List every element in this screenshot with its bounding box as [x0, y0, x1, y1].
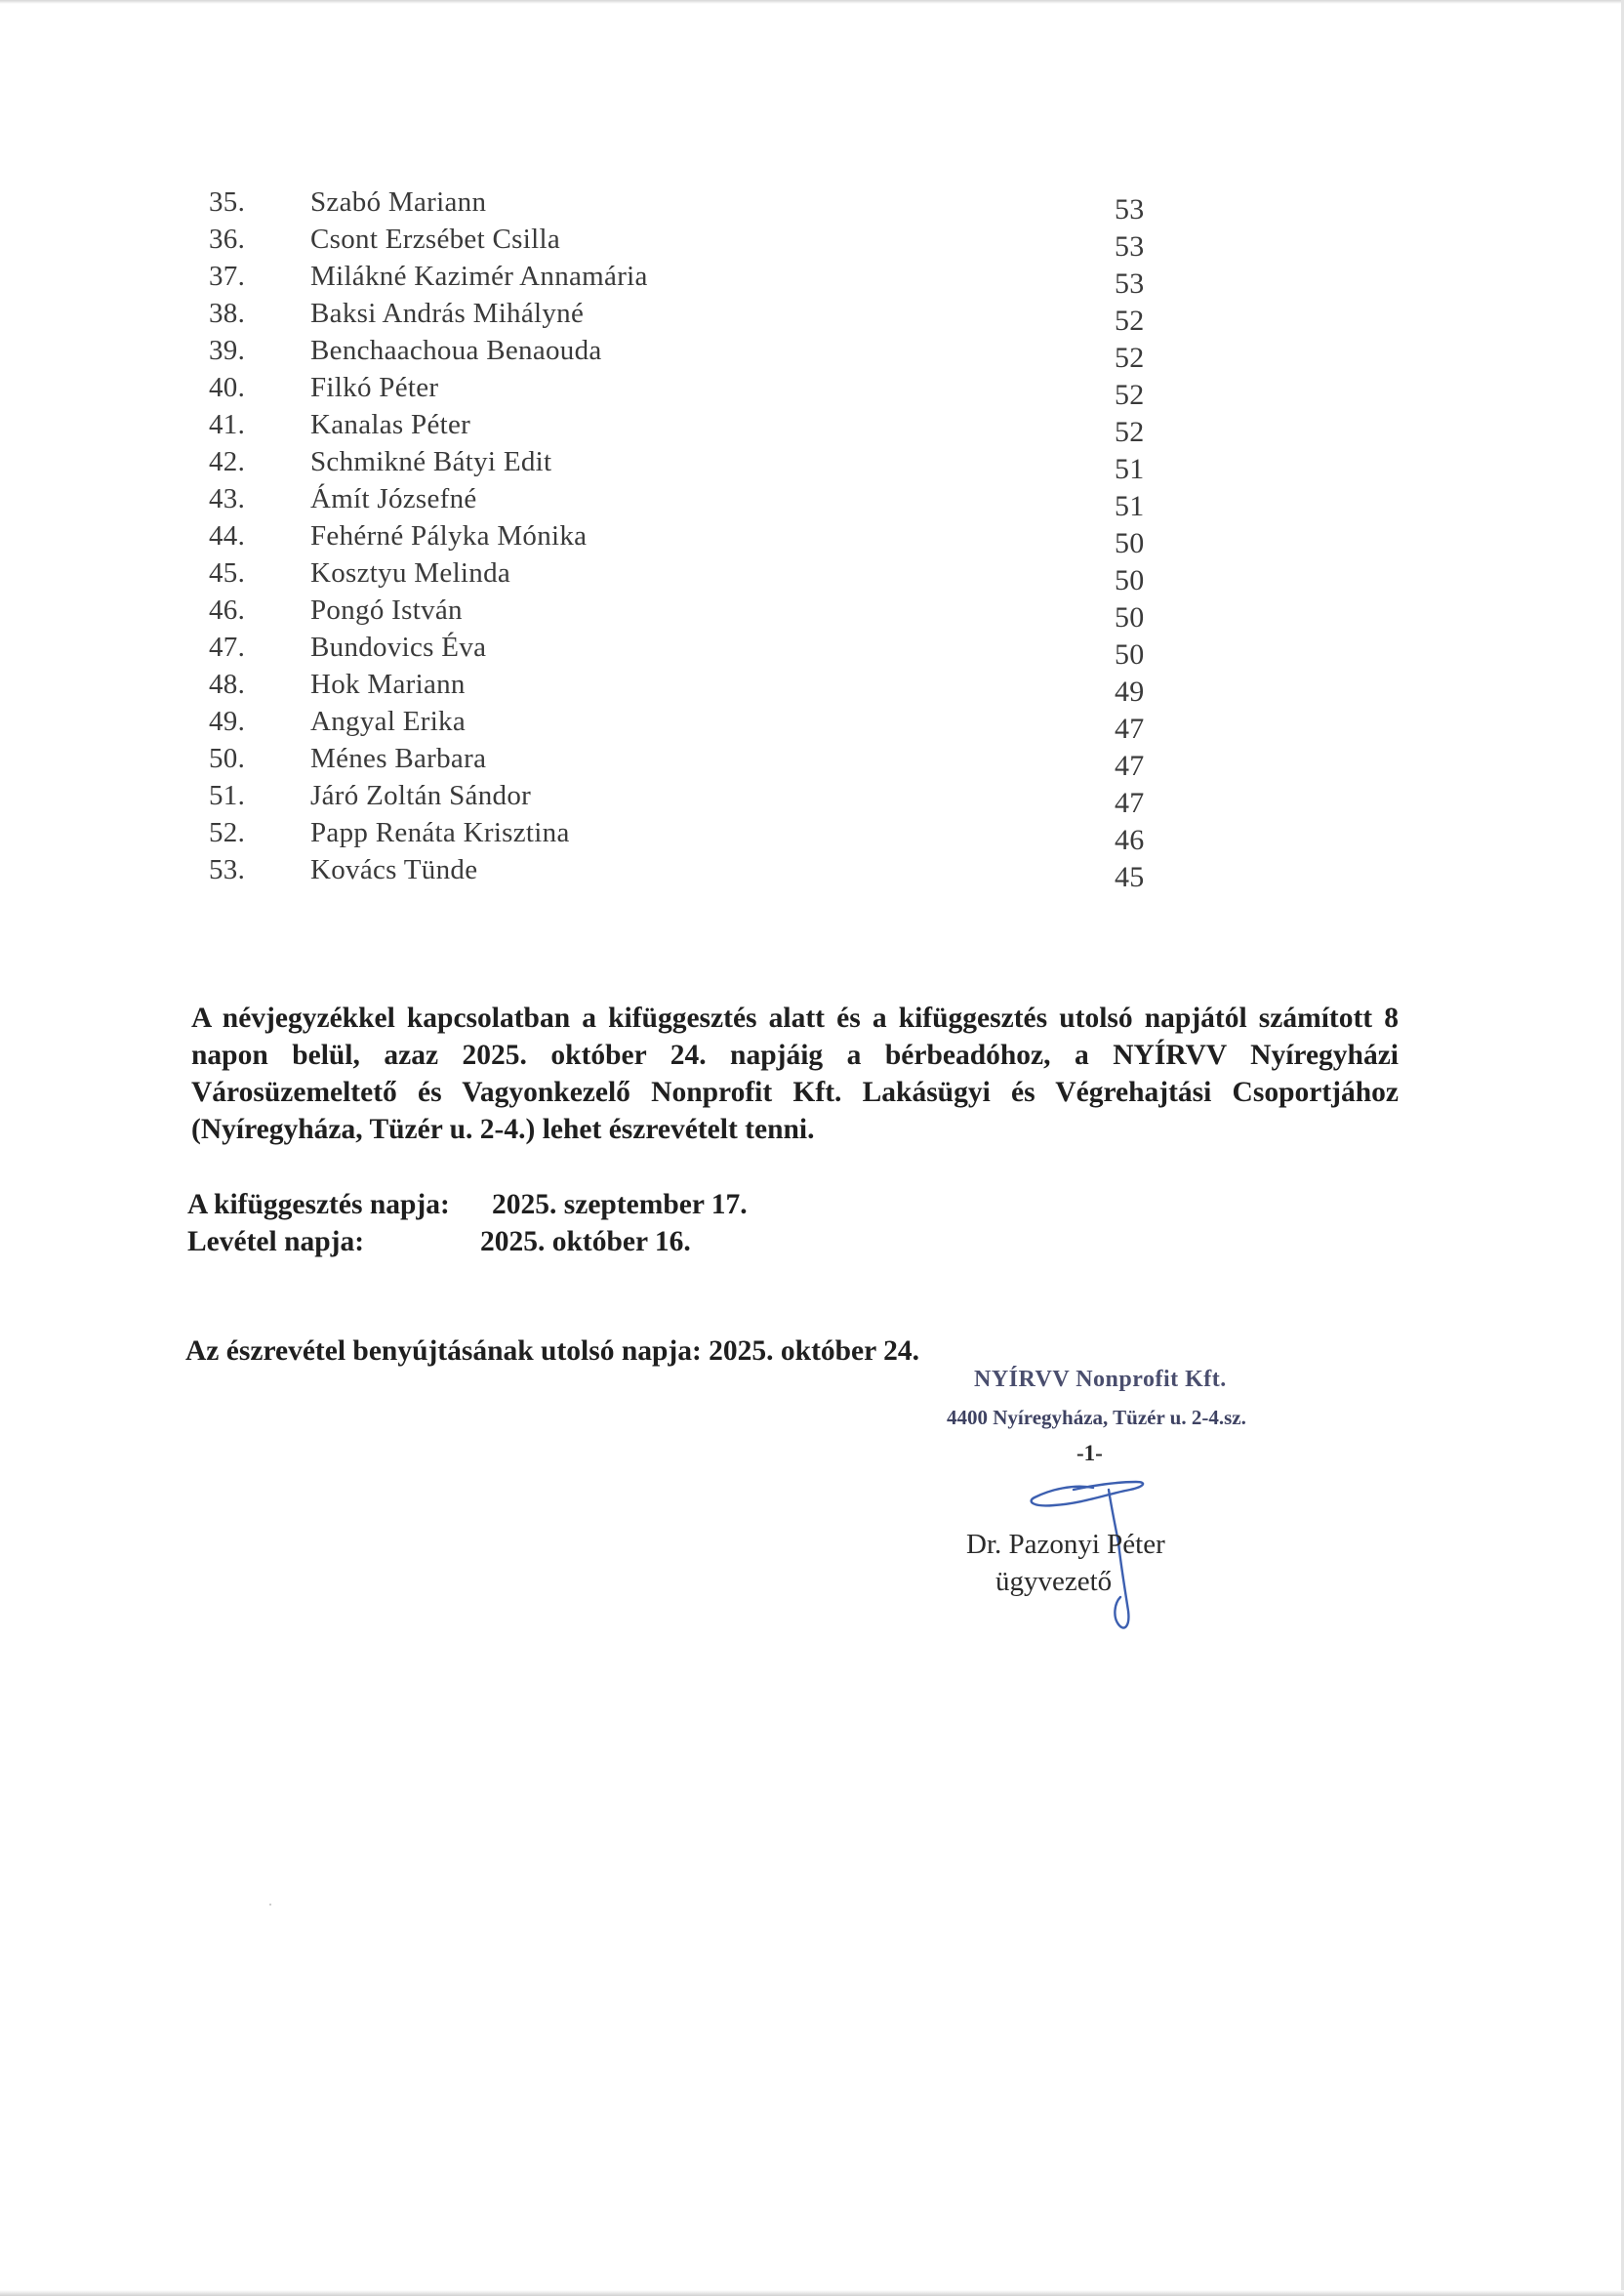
- ranking-score: 50: [1115, 638, 1145, 671]
- ranking-score: 47: [1115, 750, 1145, 782]
- stamp-company-name: NYÍRVV Nonprofit Kft.: [974, 1367, 1227, 1392]
- removal-date-label: Levétel napja:: [187, 1226, 365, 1257]
- ranking-number: 40.: [209, 372, 246, 403]
- ranking-number: 45.: [209, 557, 246, 589]
- ranking-score: 50: [1115, 527, 1145, 559]
- ranking-row: [0, 740, 1624, 782]
- ranking-row: [0, 777, 1624, 819]
- ranking-score: 52: [1115, 342, 1145, 374]
- ranking-score: 53: [1115, 267, 1145, 300]
- stamp-address: 4400 Nyíregyháza, Tüzér u. 2-4.sz.: [947, 1406, 1246, 1429]
- ranking-score: 52: [1115, 416, 1145, 448]
- ranking-name: Kosztyu Melinda: [310, 557, 511, 589]
- ranking-row: [0, 814, 1624, 856]
- ranking-row: [0, 666, 1624, 708]
- signer-name: Dr. Pazonyi Péter: [966, 1529, 1165, 1560]
- ranking-list: [0, 184, 1624, 893]
- ranking-name: Schmikné Bátyi Edit: [310, 446, 552, 477]
- ranking-score: 45: [1115, 861, 1145, 893]
- ranking-number: 48.: [209, 669, 246, 700]
- ranking-name: Papp Renáta Krisztina: [310, 817, 570, 848]
- ranking-name: Kanalas Péter: [310, 409, 471, 440]
- ranking-row: [0, 554, 1624, 596]
- stamp-number: -1-: [1076, 1441, 1103, 1465]
- ranking-score: 47: [1115, 713, 1145, 745]
- ranking-score: 50: [1115, 564, 1145, 596]
- ranking-row: [0, 703, 1624, 745]
- ranking-row: [0, 184, 1624, 226]
- ranking-name: Kovács Tünde: [310, 854, 478, 885]
- ranking-name: Ámít Józsefné: [310, 483, 477, 514]
- deadline-line: Az észrevétel benyújtásának utolsó napja: 2025. október 24.: [185, 1335, 919, 1367]
- ranking-row: [0, 443, 1624, 485]
- ranking-name: Csont Erzsébet Csilla: [310, 224, 560, 255]
- ranking-score: 51: [1115, 490, 1145, 522]
- ranking-row: [0, 480, 1624, 522]
- ranking-number: 50.: [209, 743, 246, 774]
- ranking-row: [0, 851, 1624, 893]
- ranking-number: 44.: [209, 520, 246, 552]
- ranking-name: Ménes Barbara: [310, 743, 487, 774]
- ranking-name: Pongó István: [310, 594, 463, 626]
- scan-edge-top: [0, 0, 1624, 4]
- ranking-row: [0, 221, 1624, 263]
- ranking-number: 42.: [209, 446, 246, 477]
- ranking-row: [0, 592, 1624, 634]
- posting-date-label: A kifüggesztés napja:: [187, 1189, 450, 1220]
- ranking-number: 35.: [209, 186, 246, 218]
- ranking-number: 38.: [209, 298, 246, 329]
- ranking-name: Járó Zoltán Sándor: [310, 780, 532, 811]
- ranking-name: Milákné Kazimér Annamária: [310, 261, 648, 292]
- ranking-score: 51: [1115, 453, 1145, 485]
- ranking-score: 53: [1115, 193, 1145, 226]
- removal-date-value: 2025. október 16.: [480, 1226, 691, 1257]
- ranking-row: [0, 629, 1624, 671]
- ranking-score: 53: [1115, 230, 1145, 263]
- scan-edge-bottom: [0, 2290, 1624, 2296]
- ranking-number: 52.: [209, 817, 246, 848]
- ranking-score: 47: [1115, 787, 1145, 819]
- ranking-name: Filkó Péter: [310, 372, 439, 403]
- ranking-name: Fehérné Pályka Mónika: [310, 520, 588, 552]
- ranking-row: [0, 406, 1624, 448]
- ranking-name: Hok Mariann: [310, 669, 466, 700]
- ranking-name: Benchaachoua Benaouda: [310, 335, 602, 366]
- ranking-number: 46.: [209, 594, 246, 626]
- ranking-row: [0, 517, 1624, 559]
- ranking-name: Szabó Mariann: [310, 186, 487, 218]
- ranking-number: 51.: [209, 780, 246, 811]
- ranking-name: Bundovics Éva: [310, 632, 487, 663]
- ranking-number: 37.: [209, 261, 246, 292]
- ranking-number: 36.: [209, 224, 246, 255]
- ranking-score: 50: [1115, 601, 1145, 634]
- signer-title: ügyvezető: [995, 1566, 1113, 1597]
- ranking-row: [0, 258, 1624, 300]
- ranking-score: 52: [1115, 305, 1145, 337]
- ranking-score: 46: [1115, 824, 1145, 856]
- ranking-number: 43.: [209, 483, 246, 514]
- posting-date-value: 2025. szeptember 17.: [492, 1189, 748, 1220]
- ranking-name: Angyal Erika: [310, 706, 467, 737]
- ranking-number: 41.: [209, 409, 246, 440]
- scan-speck: [269, 1904, 271, 1906]
- ranking-row: [0, 369, 1624, 411]
- ranking-name: Baksi András Mihályné: [310, 298, 585, 329]
- ranking-number: 47.: [209, 632, 246, 663]
- ranking-number: 39.: [209, 335, 246, 366]
- ranking-score: 49: [1115, 676, 1145, 708]
- ranking-row: [0, 295, 1624, 337]
- ranking-number: 49.: [209, 706, 246, 737]
- ranking-row: [0, 332, 1624, 374]
- ranking-number: 53.: [209, 854, 246, 885]
- ranking-score: 52: [1115, 379, 1145, 411]
- notice-paragraph: A névjegyzékkel kapcsolatban a kifüggesztés alatt és a kifüggesztés utolsó napjától számított 8 napon belül, azaz 2025. október 24. napjáig a bérbeadóhoz, a NYÍRVV Nyíregyházi Városüzemeltető és Vagyonkezelő Nonprofit Kft. Lakásügyi és Végrehajtási Csoportjához (Nyíregyháza, Tüzér u. 2-4.) lehet észrevételt tenni.: [191, 1003, 1399, 1145]
